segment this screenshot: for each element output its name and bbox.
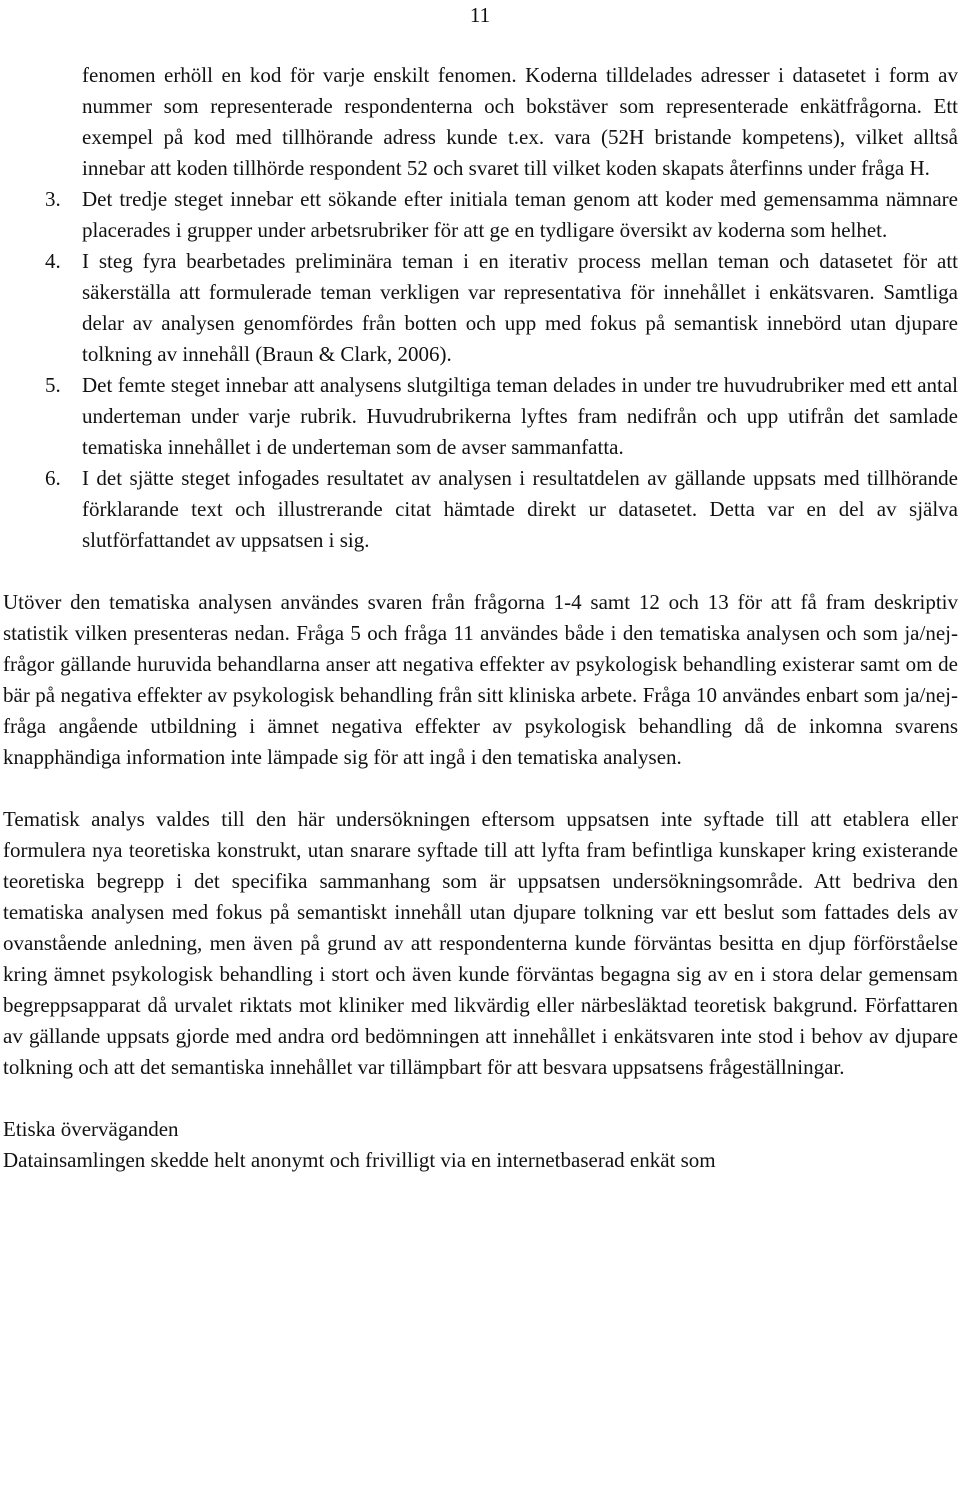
list-number: 4. — [45, 249, 61, 273]
list-item-text: Det tredje steget innebar ett sökande efter initiala teman genom att koder med gemensamma nämnare placerades i grupper under arbetsrubriker för att ge en tydligare översikt av koderna som helhet. — [82, 187, 958, 242]
list-item-step-5 — [3, 370, 958, 463]
section-heading: Etiska överväganden — [3, 1117, 179, 1141]
list-number: 3. — [45, 187, 61, 211]
paragraph-thematic-analysis: Tematisk analys valdes till den här undersökningen eftersom uppsatsen inte syftade till att etablera eller formulera nya teoretiska konstrukt, utan snarare syftade till att lyfta fram befintliga kunskaper kring existerande teoretiska begrepp i det specifika sammanhang som är uppsatsen undersökningsområde. Att bedriva den tematiska analysen med fokus på semantiskt innehåll utan djupare tolkning var ett beslut som fattades dels av ovanstående anledning, men även på grund av att respondenterna kunde förväntas besitta en djup förförståelse kring ämnet psykologisk behandling i stort och även kunde förväntas begagna sig av en i stora delar gemensam begreppsapparat då urvalet riktats mot kliniker med likvärdig eller närbesläktad teoretisk bakgrund. Författaren av gällande uppsats gjorde med andra ord bedömningen att innehållet i enkätsvaren inte stod i behov av djupare tolkning och att det semantiska innehållet var tillämpbart för att besvara uppsatsens frågeställningar. — [3, 807, 958, 1079]
list-item-continuation — [3, 60, 958, 184]
list-number: 5. — [45, 373, 61, 397]
list-item-text: I steg fyra bearbetades preliminära teman i en iterativ process mellan teman och datasetet för att säkerställa att formulerade teman verkligen var representativa för innehållet i enkätsvaren. Samtliga delar av analysen genomfördes från botten och upp med fokus på semantisk innebörd utan djupare tolkning av innehåll (Braun & Clark, 2006). — [82, 249, 958, 366]
list-item-text: fenomen erhöll en kod för varje enskilt fenomen. Koderna tilldelades adresser i datasetet i form av nummer som representerade respondenterna och bokstäver som representerade enkätfrågorna. Ett exempel på kod med tillhörande adress kunde t.ex. vara (52H bristande kompetens), vilket alltså innebar att koden tillhörde respondent 52 och svaret till vilket koden skapats återfinns under fråga H. — [82, 63, 958, 180]
paragraph-ethics-first-line: Datainsamlingen skedde helt anonymt och frivilligt via en internetbaserad enkät som — [3, 1148, 716, 1172]
list-item-step-6 — [3, 463, 958, 556]
list-item-step-3 — [3, 184, 958, 246]
page-number: 11 — [469, 3, 491, 27]
list-item-step-4 — [3, 246, 958, 370]
document-body — [3, 60, 958, 1176]
list-item-text: Det femte steget innebar att analysens slutgiltiga teman delades in under tre huvudrubriker med ett antal underteman under varje rubrik. Huvudrubrikerna lyftes fram nedifrån och upp utifrån det samlade tematiska innehållet i de underteman som de avser sammanfatta. — [82, 373, 958, 459]
paragraph-descriptive-statistics: Utöver den tematiska analysen användes svaren från frågorna 1-4 samt 12 och 13 för att få fram deskriptiv statistik vilken presenteras nedan. Fråga 5 och fråga 11 användes både i den tematiska analysen och som ja/nej-frågor gällande huruvida behandlarna anser att negativa effekter av psykologisk behandling existerar samt om de bär på negativa effekter av psykologisk behandling från sitt kliniska arbete. Fråga 10 användes enbart som ja/nej-fråga angående utbildning i ämnet negativa effekter av psykologisk behandling då de inkomna svarens knapphändiga information inte lämpade sig för att ingå i den tematiska analysen. — [3, 590, 958, 769]
list-number: 6. — [45, 466, 61, 490]
list-item-text: I det sjätte steget infogades resultatet av analysen i resultatdelen av gällande uppsats med tillhörande förklarande text och illustrerande citat hämtade direkt ur datasetet. Detta var en del av själva slutförfattandet av uppsatsen i sig. — [82, 466, 958, 552]
